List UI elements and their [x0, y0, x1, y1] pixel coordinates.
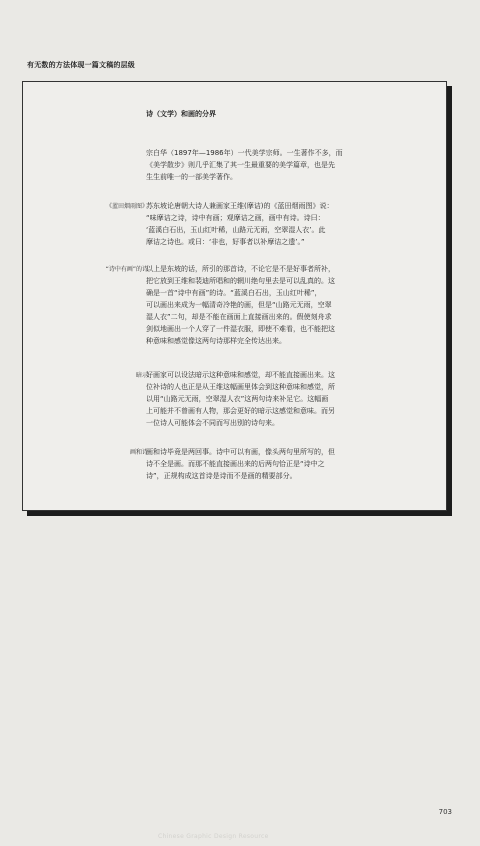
text-line: 好画家可以设法暗示这种意味和感觉，却不能直接画出来。这: [146, 371, 335, 379]
text-line: 苏东坡论唐朝大诗人兼画家王维(摩诘)的《蓝田烟雨图》说：: [146, 202, 334, 210]
paragraph-body: [146, 200, 410, 248]
text-line: 《美学散步》则几乎汇集了其一生最重要的美学篇章，也是先: [146, 161, 335, 169]
text-line: 湿人衣”二句，却是不能在画面上直接画出来的。假使刻舟求: [146, 313, 332, 321]
watermark-text: Chinese Graphic Design Resource: [158, 833, 269, 840]
text-line: 种意味和感觉像这两句诗那样完全传达出来。: [146, 337, 286, 345]
document-title: 诗（文学）和画的分界: [146, 110, 216, 118]
text-line: 以上是东坡的话，所引的那首诗，不论它是不是好事者所补，: [146, 265, 335, 273]
text-line: 一位诗人可能体会不同而写出别的诗句来。: [146, 419, 279, 427]
margin-label: 《蓝田烟雨图》: [105, 203, 148, 210]
paragraph-body: [146, 446, 410, 482]
margin-label: 画和诗: [129, 449, 148, 456]
text-line: 确是一首“诗中有画”的诗。“蓝溪白石出，玉山红叶稀”，: [146, 289, 322, 297]
text-line: 画和诗毕竟是两回事。诗中可以有画，像头两句里所写的，但: [146, 448, 335, 456]
paragraph-body: [146, 369, 410, 429]
text-line: 位补诗的人也正是从王维这幅画里体会到这种意味和感觉，所: [146, 383, 335, 391]
text-line: 生生前唯一的一部美学著作。: [146, 173, 237, 181]
text-line: 剑似地画出一个人穿了一件湿衣服，即使不难看，也不能把这: [146, 325, 335, 333]
paragraph-body: [146, 147, 410, 183]
text-line: 以用“山路元无雨，空翠湿人衣”这两句诗来补足它。这幅画: [146, 395, 329, 403]
text-line: 可以画出来成为一幅清奇冷艳的画，但是“山路元无雨，空翠: [146, 301, 332, 309]
text-line: 把它放到王维和裴迪所唱和的辋川绝句里去是可以乱真的。这: [146, 277, 335, 285]
margin-label: 暗示: [135, 372, 148, 379]
margin-label: “诗中有画”的诗: [105, 266, 148, 273]
text-line: 诗”，正规构成这首诗是诗而不是画的精要部分。: [146, 472, 297, 480]
text-line: 宗白华（1897年—1986年）一代美学宗师。一生著作不多，而: [146, 149, 343, 157]
page-number: 703: [438, 808, 452, 816]
text-line: ‘蓝溪白石出，玉山红叶稀，山路元无雨，空翠湿人衣’。此: [146, 226, 326, 234]
text-line: 上可能并不曾画有人物，那会更好的暗示这感觉和意味。而另: [146, 407, 335, 415]
text-line: 摩诘之诗也。或曰：‘非也，好事者以补摩诘之遗’。”: [146, 238, 305, 246]
text-line: “味摩诘之诗，诗中有画；观摩诘之画，画中有诗。诗曰：: [146, 214, 325, 222]
paragraph-body: [146, 263, 410, 347]
text-line: 诗不全是画。而那不能直接画出来的后两句恰正是“诗中之: [146, 460, 325, 468]
page-section-heading: 有无数的方法体现一篇文稿的层级: [27, 61, 135, 69]
